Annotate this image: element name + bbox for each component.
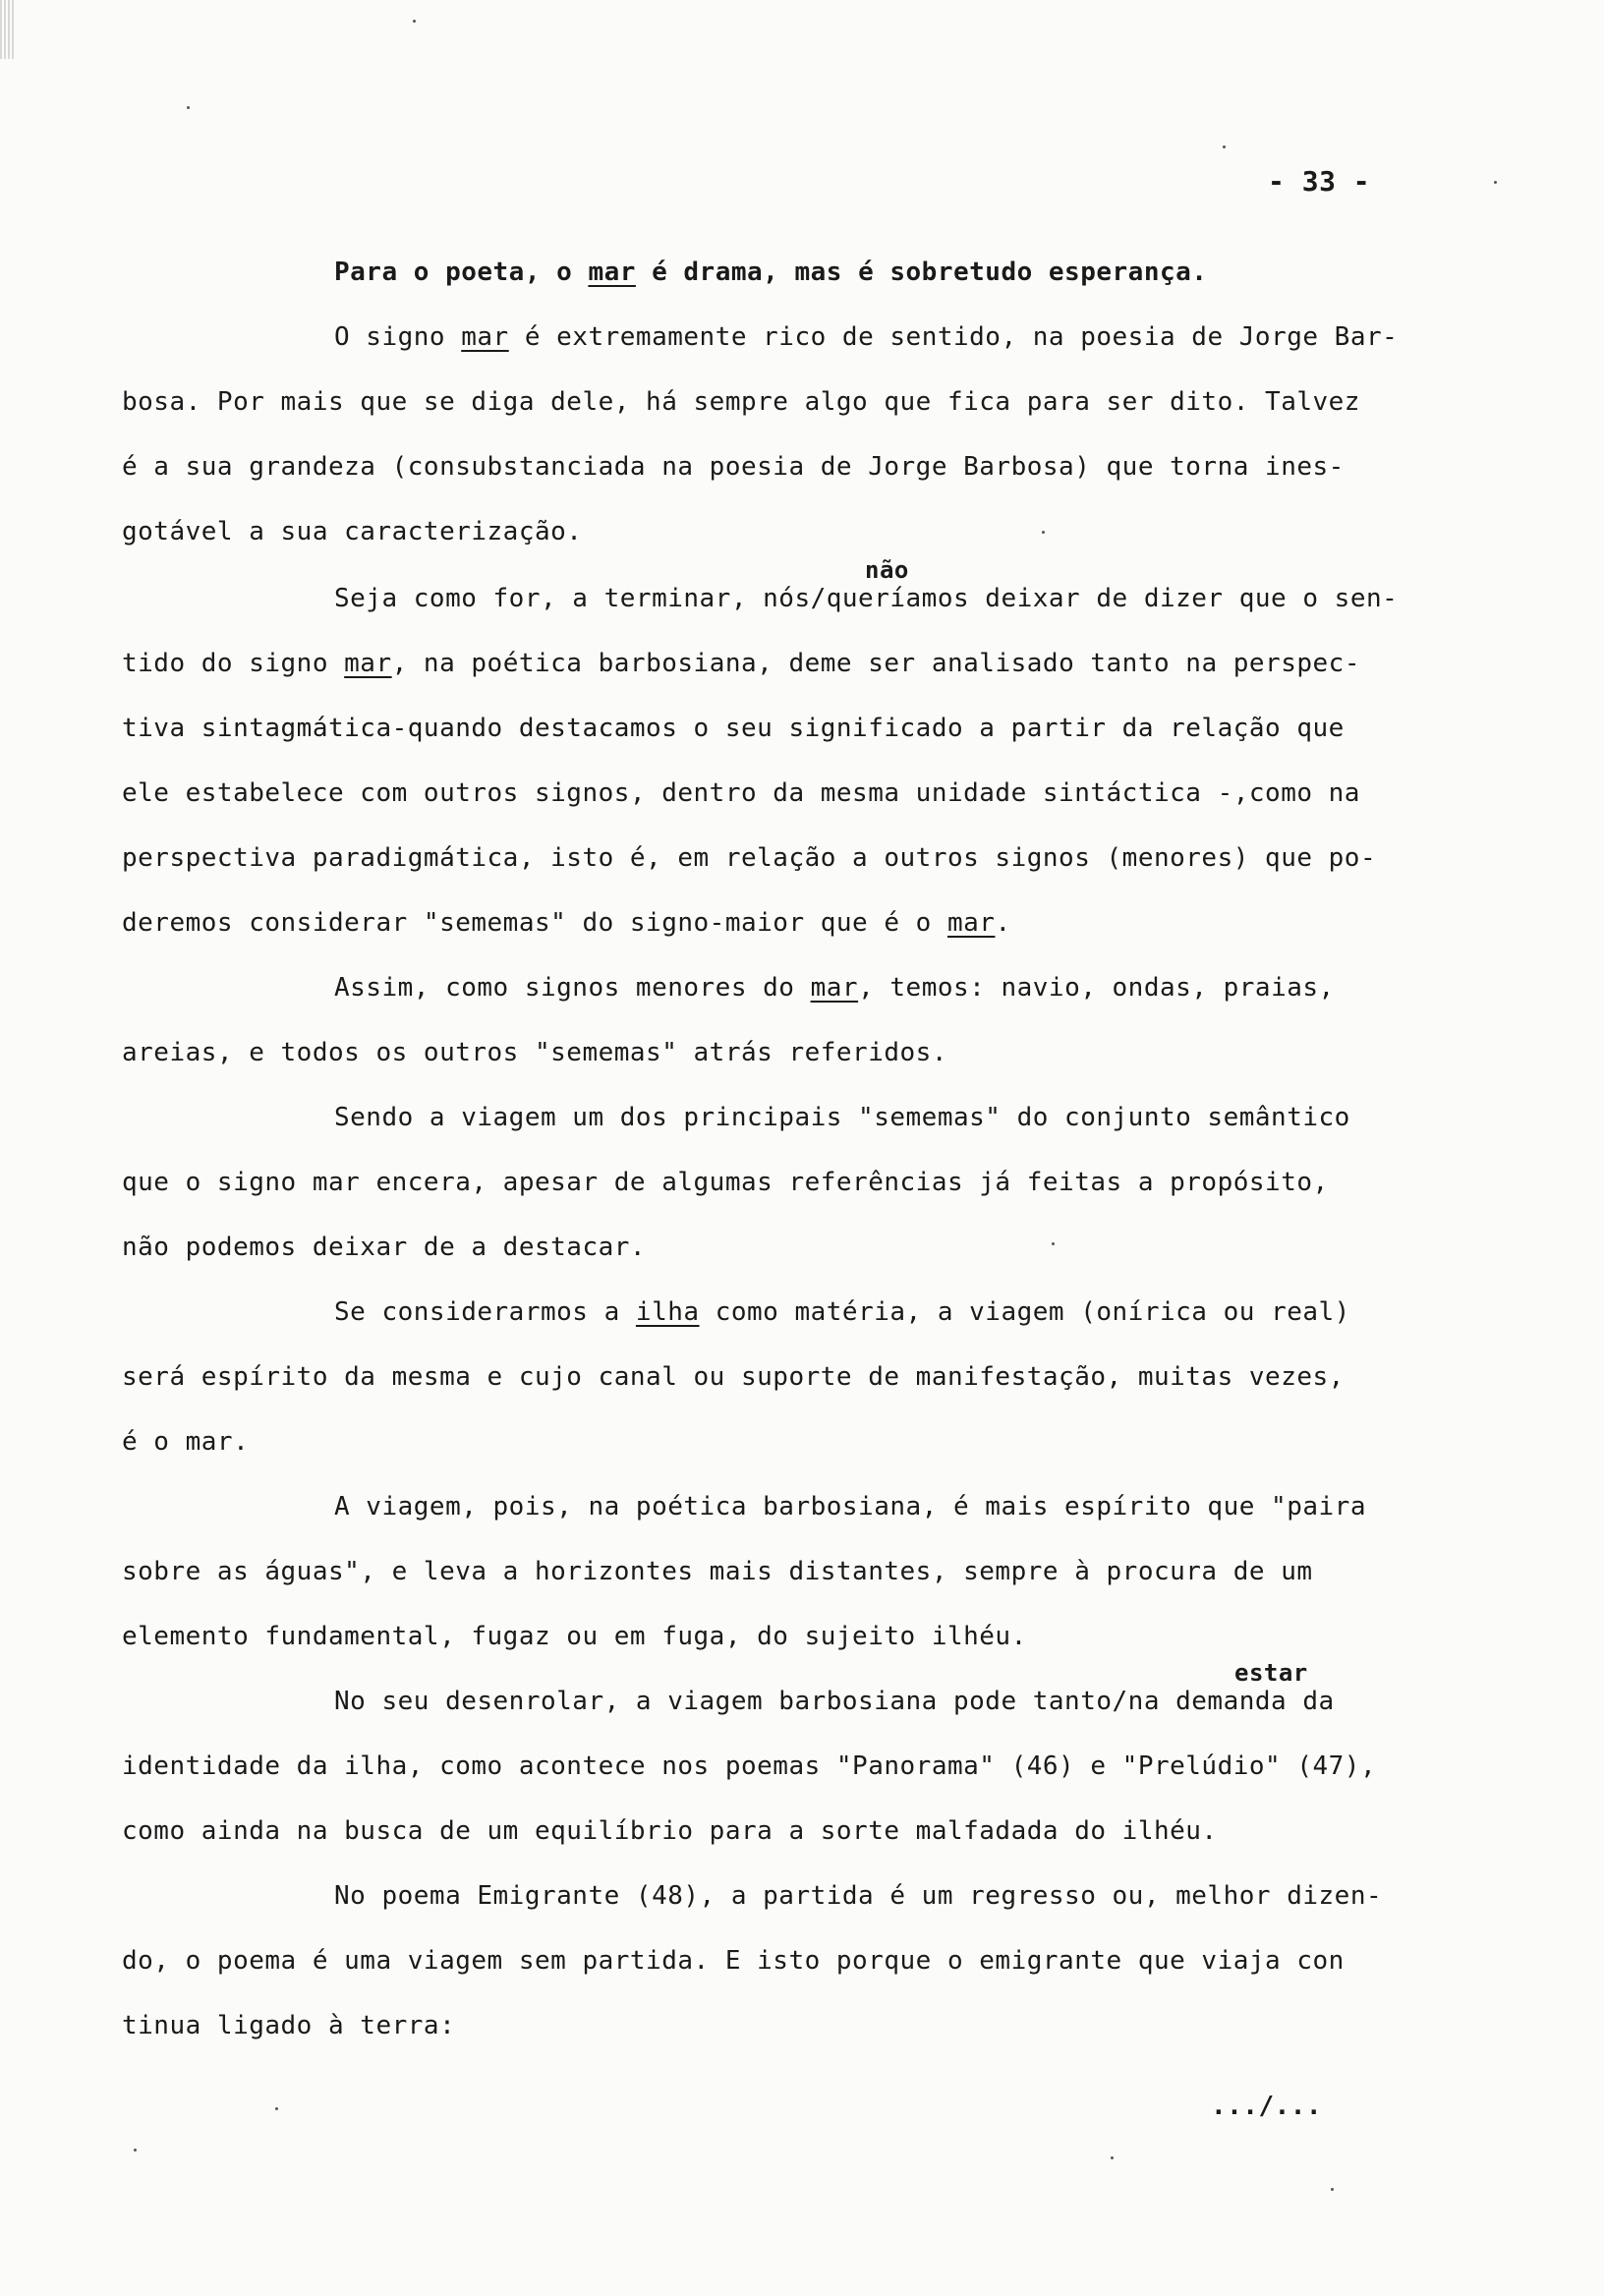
scan-speck xyxy=(187,106,190,109)
text-line: Sendo a viagem um dos principais "sememas" do conjunto semântico xyxy=(334,1103,1350,1132)
text-line: gotável a sua caracterização. xyxy=(122,517,583,546)
scan-speck xyxy=(413,20,416,23)
handwritten-insert: não xyxy=(865,556,909,584)
text-line: No seu desenrolar, a viagem barbosiana pode tanto/na demanda da xyxy=(334,1687,1335,1716)
underlined-word: mar xyxy=(810,973,859,1003)
text-line: areias, e todos os outros "sememas" atrás referidos. xyxy=(122,1038,947,1067)
text-line: Assim, como signos menores do mar, temos: navio, ondas, praias, xyxy=(334,973,1335,1003)
text-line: que o signo mar encera, apesar de algumas referências já feitas a propósito, xyxy=(122,1168,1329,1197)
text-line: é a sua grandeza (consubstanciada na poesia de Jorge Barbosa) que torna ines- xyxy=(122,452,1345,482)
scan-speck xyxy=(1331,2188,1334,2191)
text-line: perspectiva paradigmática, isto é, em relação a outros signos (menores) que po- xyxy=(122,843,1377,873)
scan-speck xyxy=(275,2107,278,2110)
text-line: identidade da ilha, como acontece nos poemas "Panorama" (46) e "Prelúdio" (47), xyxy=(122,1751,1377,1781)
scan-speck xyxy=(1494,181,1497,184)
text-line: é o mar. xyxy=(122,1427,250,1457)
scan-speck xyxy=(134,2149,137,2152)
text-line: No poema Emigrante (48), a partida é um regresso ou, melhor dizen- xyxy=(334,1881,1383,1911)
page-number: - 33 - xyxy=(1268,165,1371,198)
text-line: Se considerarmos a ilha como matéria, a viagem (onírica ou real) xyxy=(334,1297,1350,1327)
underlined-word: mar xyxy=(461,322,509,352)
text-line: tinua ligado à terra: xyxy=(122,2011,456,2040)
scan-speck xyxy=(1223,145,1226,148)
scan-edge-mark xyxy=(0,0,14,59)
text-line: sobre as águas", e leva a horizontes mais distantes, sempre à procura de um xyxy=(122,1557,1313,1586)
underlined-word: mar xyxy=(344,649,392,678)
text-line: ele estabelece com outros signos, dentro da mesma unidade sintáctica -,como na xyxy=(122,778,1360,808)
handwritten-insert: estar xyxy=(1234,1659,1308,1687)
text-line: tido do signo mar, na poética barbosiana, deme ser analisado tanto na perspec- xyxy=(122,649,1360,678)
underlined-word: ilha xyxy=(635,1297,700,1327)
text-line: não podemos deixar de a destacar. xyxy=(122,1233,647,1262)
underlined-word: mar xyxy=(946,908,996,938)
text-line: será espírito da mesma e cujo canal ou suporte de manifestação, muitas vezes, xyxy=(122,1362,1345,1392)
text-line: Para o poeta, o mar é drama, mas é sobretudo esperança. xyxy=(334,258,1208,287)
scan-speck xyxy=(1042,531,1045,534)
text-line: como ainda na busca de um equilíbrio para a sorte malfadada do ilhéu. xyxy=(122,1816,1218,1846)
scan-speck xyxy=(1111,2156,1114,2159)
text-line: bosa. Por mais que se diga dele, há sempre algo que fica para ser dito. Talvez xyxy=(122,387,1360,417)
text-line: elemento fundamental, fugaz ou em fuga, do sujeito ilhéu. xyxy=(122,1622,1027,1651)
text-line: deremos considerar "sememas" do signo-maior que é o mar. xyxy=(122,908,1011,938)
continuation-mark: .../... xyxy=(1211,2092,1323,2121)
underlined-word: mar xyxy=(588,258,636,287)
text-line: tiva sintagmática-quando destacamos o seu significado a partir da relação que xyxy=(122,714,1345,743)
text-line: Seja como for, a terminar, nós/queríamos deixar de dizer que o sen- xyxy=(334,584,1399,613)
scan-speck xyxy=(1052,1242,1055,1245)
text-line: do, o poema é uma viagem sem partida. E isto porque o emigrante que viaja con xyxy=(122,1946,1345,1976)
text-line: A viagem, pois, na poética barbosiana, é mais espírito que "paira xyxy=(334,1492,1366,1521)
text-line: O signo mar é extremamente rico de sentido, na poesia de Jorge Bar- xyxy=(334,322,1399,352)
